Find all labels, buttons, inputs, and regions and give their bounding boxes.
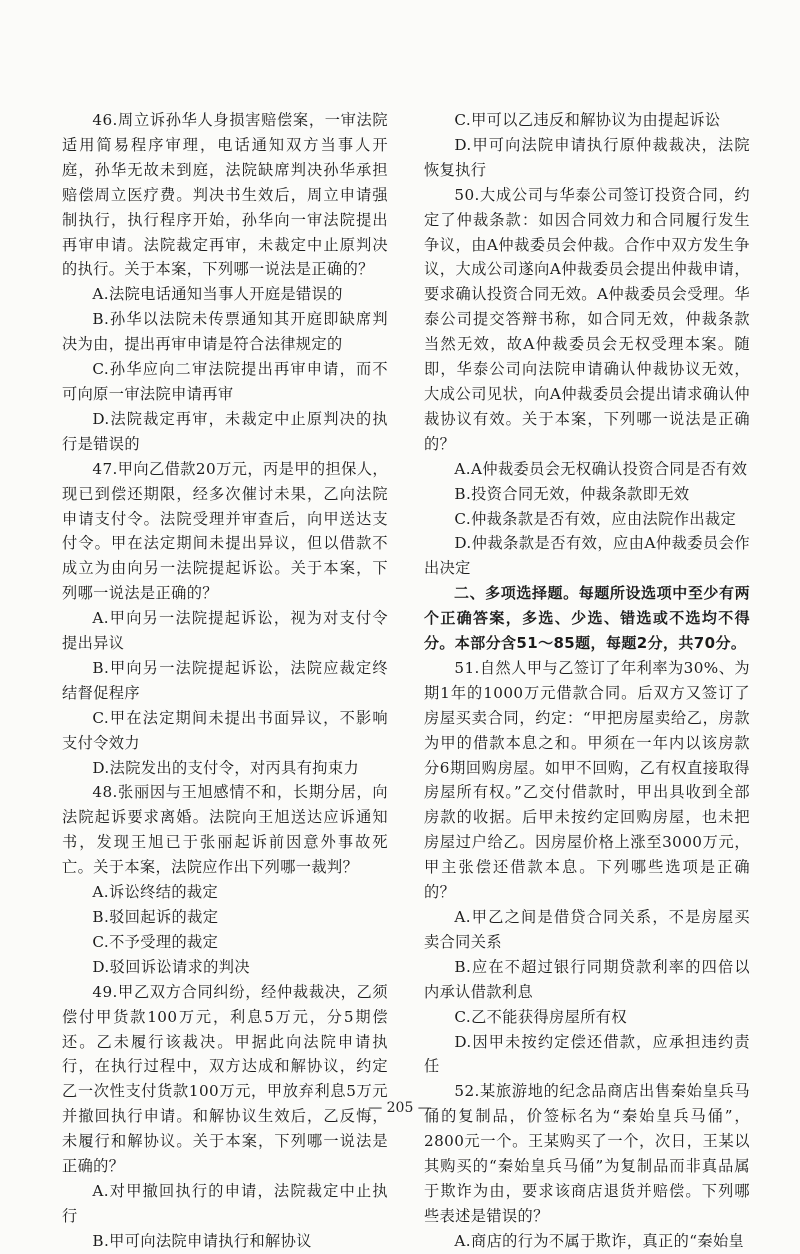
answer-option: A.甲向另一法院提起诉讼，视为对支付令提出异议	[62, 609, 388, 653]
answer-option: C.乙不能获得房屋所有权	[454, 1007, 627, 1026]
answer-option: C.孙华应向二审法院提出再审申请，而不可向原一审法院申请再审	[62, 360, 388, 403]
answer-option: B.甲可向法院申请执行和解协议	[92, 1231, 312, 1250]
answer-option: D.驳回诉讼请求的判决	[92, 957, 250, 976]
answer-option: D.法院裁定再审，未裁定中止原判决的执行是错误的	[62, 409, 388, 453]
question-stem: 50.大成公司与华泰公司签订投资合同，约定了仲裁条款：如因合同效力和合同履行发生争议，由A仲裁委员会仲裁。合作中双方发生争议，大成公司遂向A仲裁委员会提出仲裁申请，要求确认投资合同无效。A仲裁委员会受理。华泰公司提交答辩书称，如合同无效，仲裁条款当然无效，故A仲裁委员会无权受理本案。随即，华泰公司向法院申请确认仲裁协议无效，大成公司见状，向A仲裁委员会提出请求确认仲裁协议有效。关于本案，下列哪一说法是正确的？	[424, 185, 750, 453]
answer-option: B.甲向另一法院提起诉讼，法院应裁定终结督促程序	[62, 658, 388, 702]
answer-option: B.驳回起诉的裁定	[92, 908, 219, 926]
answer-option: A.A仲裁委员会无权确认投资合同是否有效	[454, 459, 748, 478]
answer-option: A.诉讼终结的裁定	[92, 883, 219, 902]
answer-option: C.不予受理的裁定	[92, 932, 219, 951]
question-stem: 49.甲乙双方合同纠纷，经仲裁裁决，乙须偿付甲货款100万元，利息5万元，分5期偿还。乙未履行该裁决。甲据此向法院申请执行，在执行过程中，双方达成和解协议，约定乙一次性支付货款100万元，甲放弃利息5万元并撤回执行申请。和解协议生效后，乙反悔，未履行和解协议。关于本案，下列哪一说法是正确的？	[62, 982, 388, 1176]
question-stem: 52.某旅游地的纪念品商店出售秦始皇兵马俑的复制品，价签标名为“秦始皇兵马俑”，2800元一个。王某购买了一个，次日，王某以其购买的“秦始皇兵马俑”为复制品而非真品属于欺诈为由，要求该商店退货并赔偿。下列哪些表述是错误的？	[424, 1082, 750, 1225]
question-stem: 51.自然人甲与乙签订了年利率为30%、为期1年的1000万元借款合同。后双方又签订了房屋买卖合同，约定：“甲把房屋卖给乙，房款为甲的借款本息之和。甲须在一年内以该房款分6期回购房屋。如甲不回购，乙有权直接取得房屋所有权。”乙交付借款时，甲出具收到全部房款的收据。后甲未按约定回购房屋，也未把房屋过户给乙。因房屋价格上涨至3000万元，甲主张偿还借款本息。下列哪些选项是正确的？	[424, 658, 750, 902]
answer-option: A.商店的行为不属于欺诈，真正的“秦始皇	[454, 1231, 745, 1250]
answer-option: D.甲可向法院申请执行原仲裁裁决，法院恢复执行	[424, 135, 750, 179]
answer-option: C.甲可以乙违反和解协议为由提起诉讼	[454, 111, 721, 129]
answer-option: A.甲乙之间是借贷合同关系，不是房屋买卖合同关系	[424, 908, 750, 951]
question-stem: 47.甲向乙借款20万元，丙是甲的担保人，现已到偿还期限，经多次催讨未果，乙向法院申请支付令。法院受理并审查后，向甲送达支付令。甲在法定期间未提出异议，但以借款不成立为由向另一法院提起诉讼。关于本案，下列哪一说法是正确的？	[62, 459, 388, 603]
question-stem: 46.周立诉孙华人身损害赔偿案，一审法院适用简易程序审理，电话通知双方当事人开庭，孙华无故未到庭，法院缺席判决孙华承担赔偿周立医疗费。判决书生效后，周立申请强制执行，执行程序开始，孙华向一审法院提出再审申请。法院裁定再审，未裁定中止原判决的执行。关于本案，下列哪一说法是正确的？	[62, 111, 388, 279]
answer-option: B.孙华以法院未传票通知其开庭即缺席判决为由，提出再审申请是符合法律规定的	[62, 310, 388, 354]
page-number: — 205 —	[368, 1100, 432, 1116]
answer-option: B.应在不超过银行同期贷款利率的四倍以内承认借款利息	[424, 957, 750, 1001]
answer-option: B.投资合同无效，仲裁条款即无效	[454, 484, 690, 503]
answer-option: A.法院电话通知当事人开庭是错误的	[92, 285, 343, 304]
right-column	[424, 108, 750, 1254]
answer-option: D.法院发出的支付令，对丙具有拘束力	[92, 758, 360, 777]
left-column	[62, 108, 388, 1254]
answer-option: D.因甲未按约定偿还借款，应承担违约责任	[424, 1032, 750, 1076]
section-heading: 二、多项选择题。每题所设选项中至少有两个正确答案，多选、少选、错选或不选均不得分。本部分含51～85题，每题2分，共70分。	[424, 584, 750, 653]
answer-option: D.仲裁条款是否有效，应由A仲裁委员会作出决定	[424, 534, 750, 578]
answer-option: C.甲在法定期间未提出书面异议，不影响支付令效力	[62, 708, 388, 752]
question-stem: 48.张丽因与王旭感情不和，长期分居，向法院起诉要求离婚。法院向王旭送达应诉通知书，发现王旭已于张丽起诉前因意外事故死亡。关于本案，法院应作出下列哪一裁判？	[62, 783, 388, 877]
answer-option: C.仲裁条款是否有效，应由法院作出裁定	[454, 509, 737, 528]
answer-option: A.对甲撤回执行的申请，法院裁定中止执行	[62, 1181, 388, 1225]
